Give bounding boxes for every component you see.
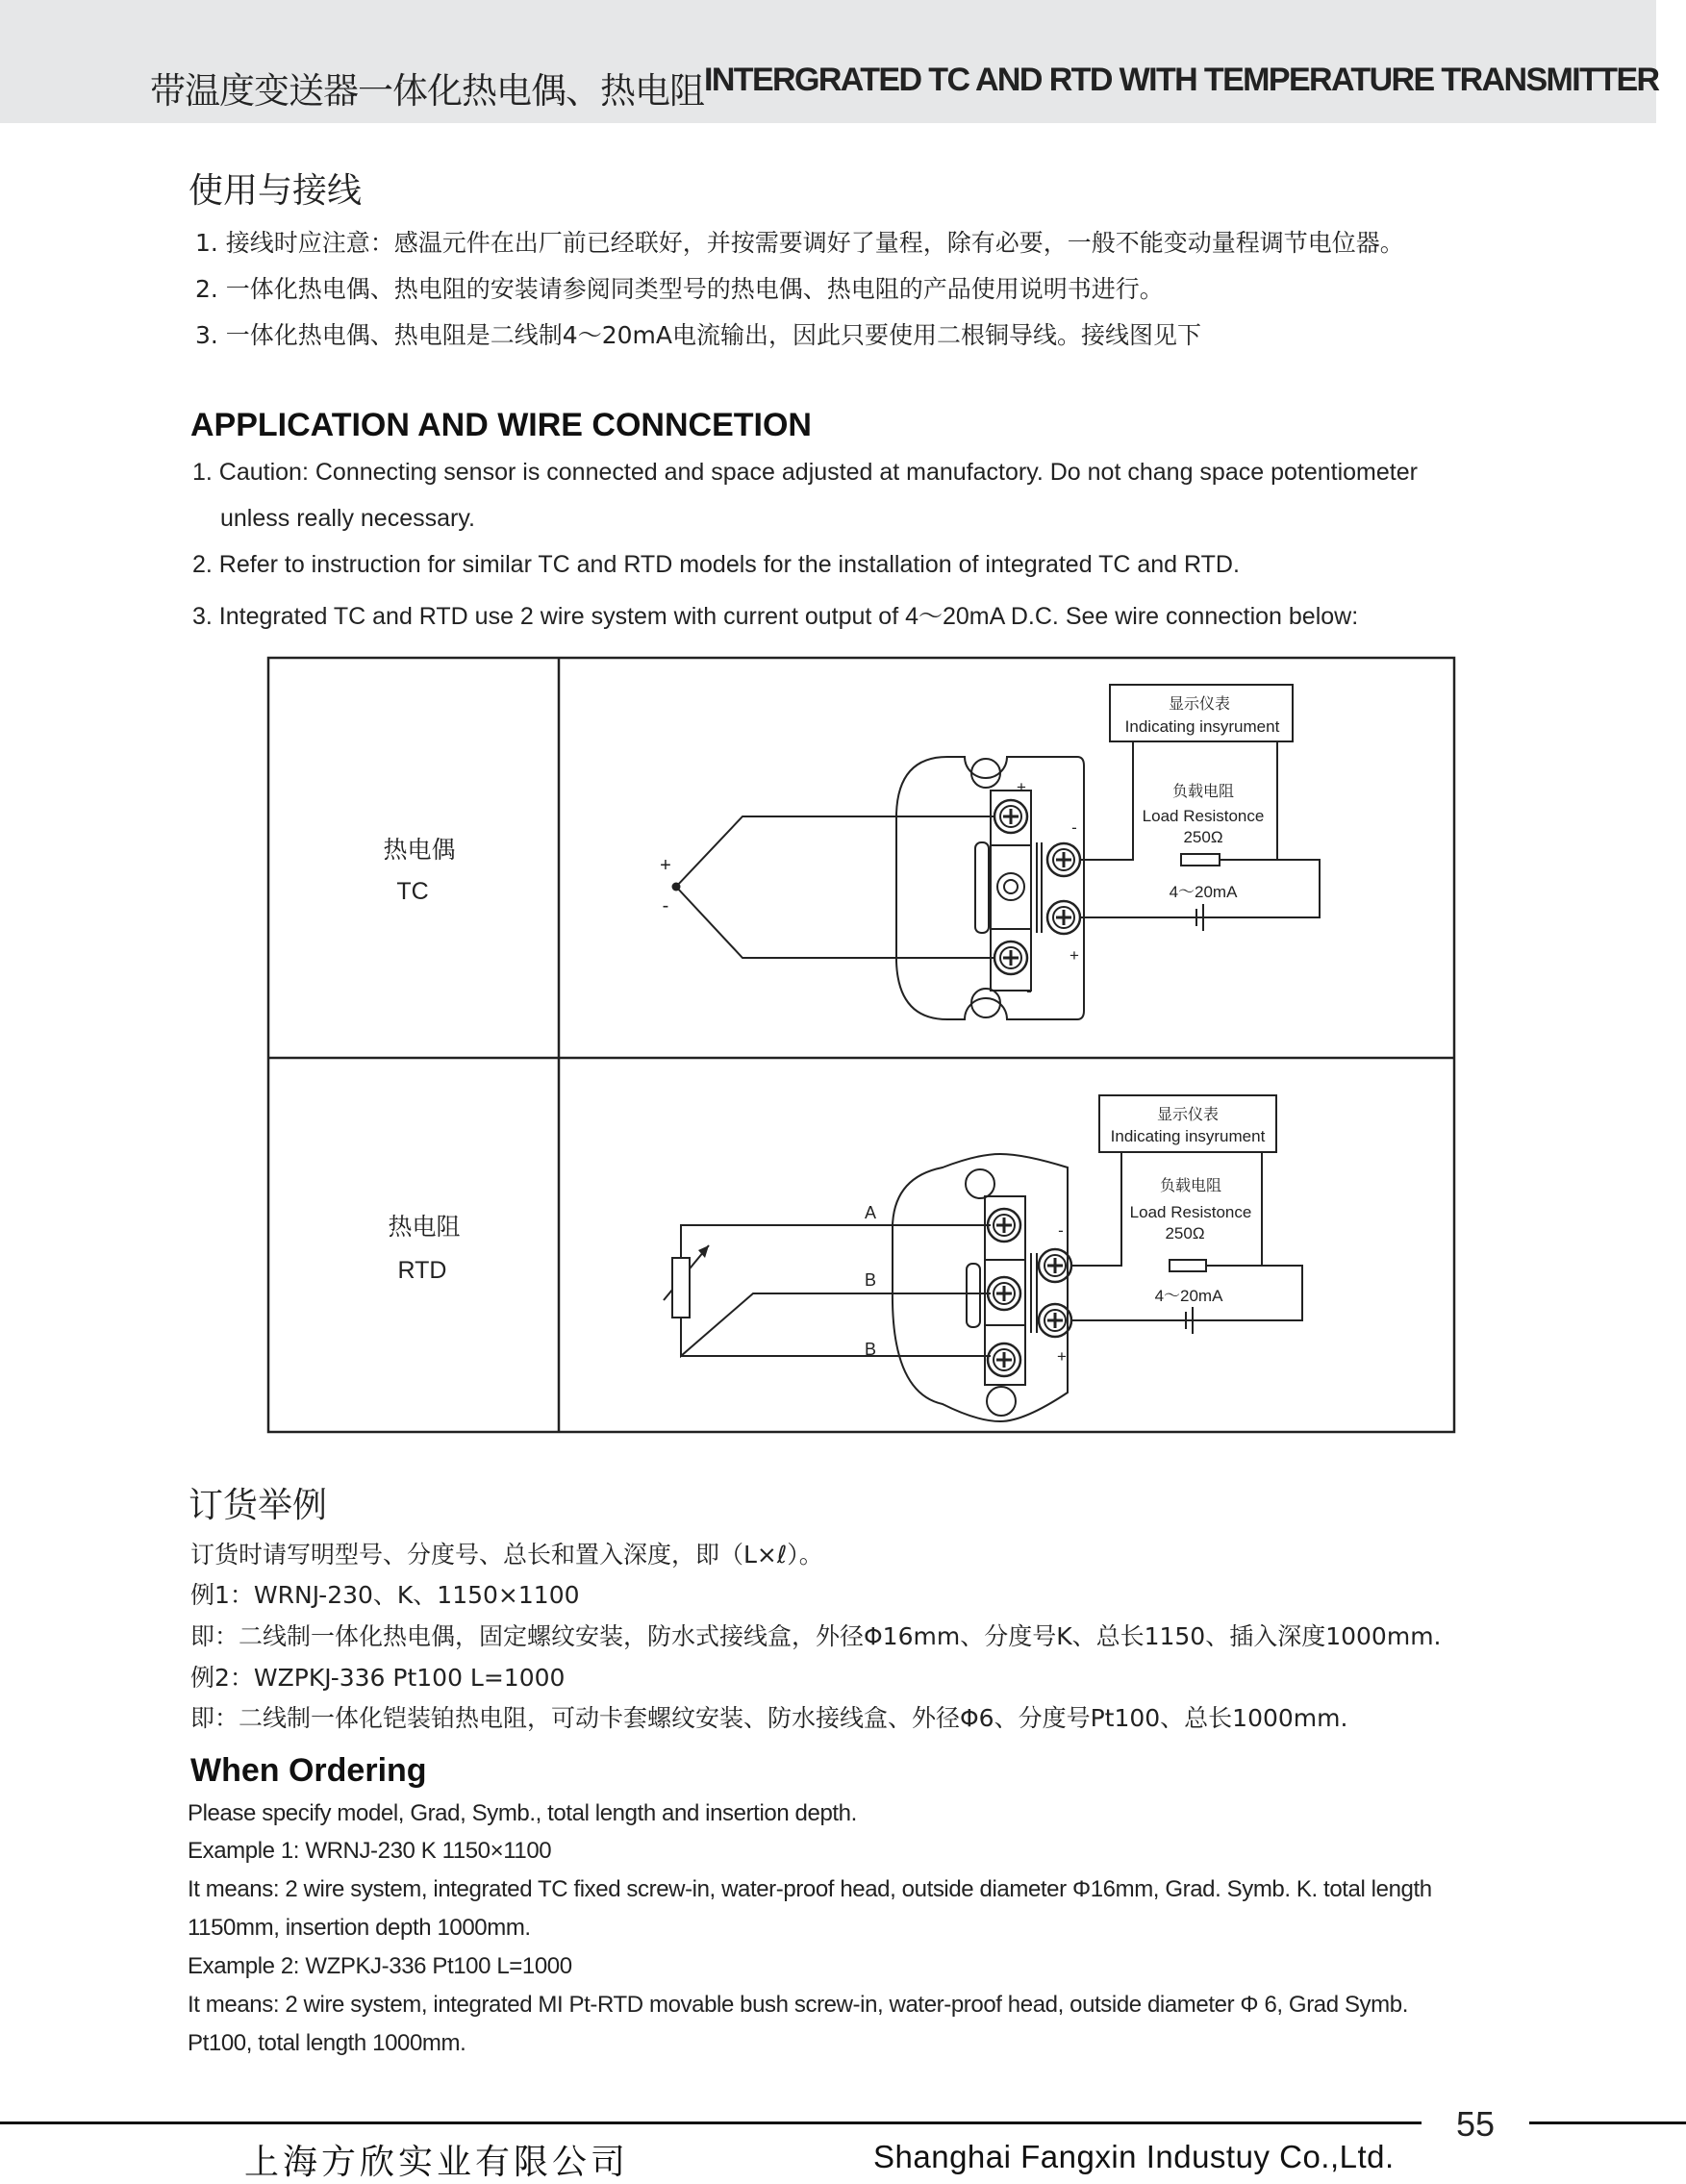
rtd-transmitter-head xyxy=(893,1154,1068,1421)
tc-meter-en: Indicating insyrument xyxy=(1124,717,1280,736)
tc-meter-cn: 显示仪表 xyxy=(1168,694,1231,713)
tc-terminal-minus-icon xyxy=(994,941,1027,974)
tc-meter-box xyxy=(1110,685,1293,741)
footer-rule-left xyxy=(0,2121,1422,2124)
ordering-line-cn-4: 例2：WZPKJ-336 Pt100 L=1000 xyxy=(190,1664,566,1692)
usage-item-cn-1: 1. 接线时应注意：感温元件在出厂前已经联好，并按需要调好了量程，除有必要，一般不能变动量程调节电位器。 xyxy=(195,229,1404,257)
tc-load-cn: 负载电阻 xyxy=(1171,782,1235,800)
tc-transmitter-head xyxy=(896,757,1084,1019)
rtd-diagram xyxy=(388,1095,1302,1421)
rtd-meter-box xyxy=(1099,1095,1276,1152)
tc-label-en: TC xyxy=(396,878,429,905)
ordering-line-en-7: Pt100, total length 1000mm. xyxy=(188,2030,466,2056)
tc-junction-plus: + xyxy=(660,855,671,876)
usage-item-en-3: 3. Integrated TC and RTD use 2 wire system with current output of 4～20mA D.C. See wire connection below: xyxy=(192,603,1359,630)
usage-item-cn-2: 2. 一体化热电偶、热电阻的安装请参阅同类型号的热电偶、热电阻的产品使用说明书进行。 xyxy=(195,275,1164,303)
tc-current: 4～20mA xyxy=(1169,883,1238,901)
rtd-current: 4～20mA xyxy=(1154,1287,1223,1305)
footer-rule-right xyxy=(1529,2121,1686,2124)
tc-load-value: 250Ω xyxy=(1183,828,1223,846)
tc-output-minus-icon xyxy=(1047,843,1080,876)
tc-terminal-plus-icon xyxy=(994,800,1027,833)
ordering-line-cn-2: 例1：WRNJ-230、K、1150×1100 xyxy=(190,1581,580,1609)
tc-out-plus-sign: + xyxy=(1069,946,1079,965)
usage-item-en-1-cont: unless really necessary. xyxy=(220,505,475,532)
footer-company-en: Shanghai Fangxin Industuy Co.,Ltd. xyxy=(873,2139,1395,2174)
rtd-out-minus-sign: - xyxy=(1058,1221,1064,1240)
rtd-terminal-b1-icon xyxy=(988,1277,1020,1310)
tc-label-cn: 热电偶 xyxy=(383,836,456,864)
tc-junction-minus: - xyxy=(662,895,669,916)
rtd-output-minus-icon xyxy=(1039,1249,1071,1282)
rtd-load-en: Load Resistonce xyxy=(1129,1203,1252,1221)
rtd-variable-arrow-icon xyxy=(698,1245,709,1258)
page-number: 55 xyxy=(1456,2104,1496,2144)
header-title-cn: 带温度变送器一体化热电偶、热电阻 xyxy=(150,70,704,112)
tc-term-minus-sign: - xyxy=(1026,982,1032,1000)
ordering-line-en-6: It means: 2 wire system, integrated MI Pt-RTD movable bush screw-in, water-proof head, outside diameter Φ 6, Grad Symb. xyxy=(188,1992,1408,2018)
rtd-label-cn: 热电阻 xyxy=(388,1213,461,1241)
rtd-terminal-b1: B xyxy=(864,1270,877,1290)
ordering-heading-cn: 订货举例 xyxy=(189,1486,328,1525)
tc-load-resistor-icon xyxy=(1181,854,1220,866)
tc-battery-icon xyxy=(1196,904,1203,931)
rtd-load-value: 250Ω xyxy=(1165,1224,1205,1243)
ordering-heading-en: When Ordering xyxy=(190,1752,427,1789)
usage-heading-cn: 使用与接线 xyxy=(189,171,363,211)
rtd-output-plus-icon xyxy=(1039,1304,1071,1337)
usage-item-en-2: 2. Refer to instruction for similar TC and RTD models for the installation of integrated TC and RTD. xyxy=(192,551,1240,578)
tc-load-en: Load Resistonce xyxy=(1142,807,1265,825)
footer-company-cn: 上海方欣实业有限公司 xyxy=(244,2143,630,2182)
rtd-battery-icon xyxy=(1186,1307,1193,1334)
tc-output-loop xyxy=(1080,741,1320,917)
usage-item-en-1: 1. Caution: Connecting sensor is connected and space adjusted at manufactory. Do not chang space potentiometer xyxy=(192,459,1418,486)
ordering-line-en-5: Example 2: WZPKJ-336 Pt100 L=1000 xyxy=(188,1953,572,1979)
usage-item-cn-3: 3. 一体化热电偶、热电阻是二线制4～20mA电流输出，因此只要使用二根铜导线。接线图见下 xyxy=(195,321,1201,349)
rtd-output-loop xyxy=(1071,1152,1302,1320)
rtd-label-en: RTD xyxy=(397,1257,447,1284)
rtd-terminal-a-icon xyxy=(988,1209,1020,1242)
tc-junction xyxy=(672,883,681,891)
tc-term-plus-sign: + xyxy=(1017,778,1026,796)
ordering-line-cn-3: 即：二线制一体化热电偶，固定螺纹安装，防水式接线盒，外径Φ16mm、分度号K、总长1150、插入深度1000mm. xyxy=(190,1622,1442,1650)
rtd-meter-en: Indicating insyrument xyxy=(1110,1127,1266,1145)
ordering-line-en-4: 1150mm, insertion depth 1000mm. xyxy=(188,1915,531,1941)
rtd-meter-cn: 显示仪表 xyxy=(1156,1105,1220,1123)
rtd-load-resistor-icon xyxy=(1170,1260,1206,1271)
header-title-en: INTERGRATED TC AND RTD WITH TEMPERATURE TRANSMITTER xyxy=(704,62,1659,98)
rtd-load-cn: 负载电阻 xyxy=(1159,1176,1222,1194)
usage-heading-en: APPLICATION AND WIRE CONNCETION xyxy=(190,407,812,443)
ordering-line-en-3: It means: 2 wire system, integrated TC fixed screw-in, water-proof head, outside diameter Φ16mm, Grad. Symb. K. total length xyxy=(188,1876,1432,1902)
rtd-terminal-a: A xyxy=(864,1203,877,1222)
diagram-frame xyxy=(268,658,1454,1432)
rtd-resistor-icon xyxy=(672,1258,690,1318)
rtd-terminal-b2: B xyxy=(864,1340,877,1359)
ordering-line-en-1: Please specify model, Grad, Symb., total length and insertion depth. xyxy=(188,1800,857,1826)
ordering-line-cn-5: 即：二线制一体化铠装铂热电阻，可动卡套螺纹安装、防水接线盒、外径Φ6、分度号Pt100、总长1000mm. xyxy=(190,1704,1348,1732)
tc-output-plus-icon xyxy=(1047,901,1080,934)
tc-diagram xyxy=(383,685,1320,1019)
ordering-line-cn-1: 订货时请写明型号、分度号、总长和置入深度，即（L×ℓ）。 xyxy=(190,1541,823,1569)
rtd-out-plus-sign: + xyxy=(1057,1347,1067,1366)
rtd-terminal-b2-icon xyxy=(988,1343,1020,1376)
ordering-line-en-2: Example 1: WRNJ-230 K 1150×1100 xyxy=(188,1838,552,1864)
tc-out-minus-sign: - xyxy=(1071,818,1077,837)
